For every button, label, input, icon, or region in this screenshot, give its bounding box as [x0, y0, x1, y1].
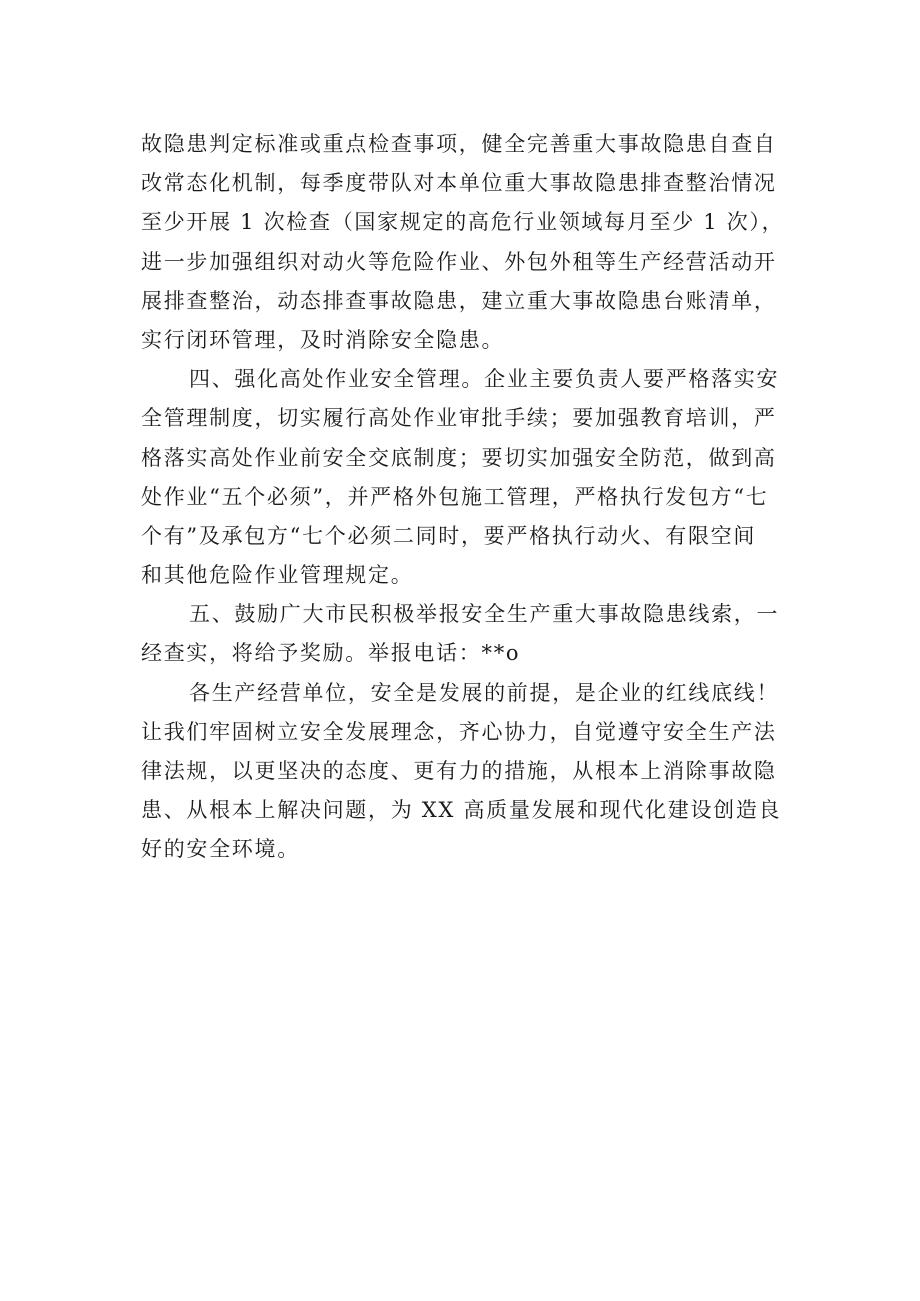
- paragraph-line: 格落实高处作业前安全交底制度；要切实加强安全防范，做到高: [141, 445, 777, 470]
- paragraph-line: 实行闭环管理，及时消除安全隐患。: [141, 327, 505, 352]
- paragraph-line: 四、强化高处作业安全管理。企业主要负责人要严格落实安: [189, 367, 780, 392]
- paragraph-line: 改常态化机制，每季度带队对本单位重大事故隐患排查整治情况: [141, 171, 777, 196]
- paragraph-line: 五、鼓励广大市民积极举报安全生产重大事故隐患线索，一: [189, 602, 780, 627]
- paragraph-section-four: [141, 360, 781, 595]
- paragraph-line: 至少开展 1 次检查（国家规定的高危行业领域每月至少 1 次），: [141, 210, 785, 235]
- paragraph-section-five: [141, 595, 781, 673]
- paragraph-hazard-inspection: [141, 125, 785, 360]
- paragraph-line: 律法规，以更坚决的态度、更有力的措施，从根本上消除事故隐: [141, 759, 777, 783]
- paragraph-line: 好的安全环境。: [141, 837, 300, 862]
- paragraph-line: 患、从根本上解决问题，为 XX 高质量发展和现代化建设创造良: [141, 798, 782, 823]
- paragraph-line: 个有”及承包方“七个必须二同时，要严格执行动火、有限空间: [141, 523, 757, 548]
- paragraph-line: 进一步加强组织对动火等危险作业、外包外租等生产经营活动开: [141, 249, 777, 274]
- paragraph-line: 展排查整治，动态排查事故隐患，建立重大事故隐患台账清单，: [141, 288, 777, 313]
- paragraph-closing-appeal: [141, 674, 781, 870]
- paragraph-line: 处作业“五个必须”，并严格外包施工管理，严格执行发包方“七: [141, 484, 769, 509]
- paragraph-line: 全管理制度，切实履行高处作业审批手续；要加强教育培训，严: [141, 406, 777, 431]
- paragraph-line: 和其他危险作业管理规定。: [141, 563, 414, 588]
- document-body: [141, 125, 785, 870]
- paragraph-line: 经查实，将给予奖励。举报电话：**o: [141, 641, 521, 666]
- paragraph-line: 让我们牢固树立安全发展理念，齐心协力，自觉遵守安全生产法: [141, 719, 777, 744]
- paragraph-line: 故隐患判定标准或重点检查事项，健全完善重大事故隐患自查自: [141, 132, 777, 156]
- paragraph-line: 各生产经营单位，安全是发展的前提，是企业的红线底线！: [189, 680, 780, 705]
